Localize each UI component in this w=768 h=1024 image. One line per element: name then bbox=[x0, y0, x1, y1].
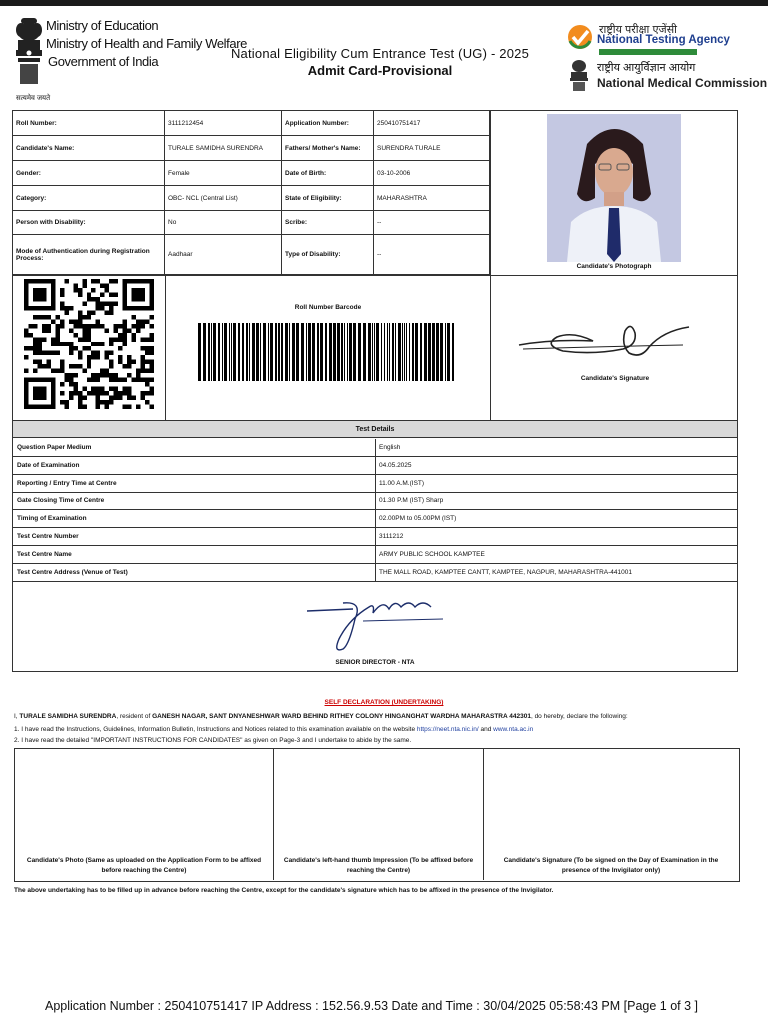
column-divider bbox=[375, 439, 376, 457]
ministry-line-1: Ministry of Education bbox=[46, 18, 159, 33]
photo-affix-box bbox=[15, 749, 274, 880]
field-label: Category: bbox=[13, 186, 165, 211]
admit-card-box bbox=[12, 110, 738, 672]
field-value: OBC- NCL (Central List) bbox=[165, 186, 282, 211]
field-value: No bbox=[165, 211, 282, 235]
test-detail-label: Test Centre Number bbox=[17, 533, 79, 540]
neet-website-link[interactable]: https://neet.nta.nic.in/ bbox=[416, 726, 479, 733]
field-label: Person with Disability: bbox=[13, 211, 165, 235]
field-label: Gender: bbox=[13, 161, 165, 186]
test-detail-value: 11.00 A.M.(IST) bbox=[379, 479, 425, 487]
photo-caption: Candidate's Photograph bbox=[576, 263, 652, 270]
declaration-text: I, bbox=[14, 713, 20, 720]
document-title: Admit Card-Provisional bbox=[307, 63, 453, 78]
test-detail-value: THE MALL ROAD, KAMPTEE CANTT, KAMPTEE, NAGPUR, MAHARASHTRA-441001 bbox=[379, 568, 632, 576]
test-detail-row bbox=[13, 510, 737, 528]
field-label: Date of Birth: bbox=[282, 161, 374, 186]
nmc-name-hindi: राष्ट्रीय आयुर्विज्ञान आयोग bbox=[597, 62, 696, 74]
declaration-statement bbox=[14, 713, 628, 720]
test-detail-row bbox=[13, 457, 737, 475]
declaration-text: , do hereby, declare the following: bbox=[530, 713, 628, 720]
column-divider bbox=[375, 528, 376, 546]
field-label: Mode of Authentication during Registration Process: bbox=[13, 235, 165, 275]
signature-box-caption: Candidate's Signature (To be signed on the Day of Examination in the presence of the Invigilator only) bbox=[503, 857, 719, 874]
test-detail-value: 04.05.2025 bbox=[379, 461, 412, 469]
roll-number-barcode bbox=[198, 323, 456, 381]
undertaking-note: The above undertaking has to be filled up in advance before reaching the Centre, except for the candidate's signature which has to be affixed in the presence of the Invigilator. bbox=[14, 887, 554, 894]
nta-tagline-bar bbox=[599, 49, 697, 55]
exam-title: National Eligibility Cum Entrance Test (UG) - 2025 bbox=[230, 46, 530, 61]
table-rule bbox=[13, 275, 737, 276]
declaration-point-2: 2. I have read the detailed "IMPORTANT INSTRUCTIONS FOR CANDIDATES" as given on Page-3 and I undertake to abide by the same. bbox=[14, 737, 412, 744]
test-details-heading: Test Details bbox=[13, 421, 737, 438]
top-border bbox=[0, 0, 768, 6]
nmc-name-english: National Medical Commission bbox=[597, 76, 768, 90]
test-detail-value: English bbox=[379, 444, 401, 451]
nta-website-link[interactable]: www.nta.ac.in bbox=[493, 726, 534, 733]
field-value: 3111212454 bbox=[165, 111, 282, 136]
test-detail-row bbox=[13, 439, 737, 457]
test-detail-row bbox=[13, 475, 737, 493]
nta-name-english: National Testing Agency bbox=[597, 34, 730, 46]
test-detail-row bbox=[13, 546, 737, 564]
column-divider bbox=[375, 510, 376, 528]
declarant-name: TURALE SAMIDHA SURENDRA bbox=[19, 713, 117, 720]
test-detail-value: 3111212 bbox=[379, 533, 404, 540]
declarant-address: GANESH NAGAR, SANT DNYANESHWAR WARD BEHIND RITHEY COLONY HINGANGHAT WARDHA MAHARASTRA 442301 bbox=[152, 713, 531, 720]
page-footer: Application Number : 250410751417 IP Address : 152.56.9.53 Date and Time : 30/04/2025 05:58:43 PM [Page 1 of 3 ] bbox=[45, 999, 699, 1013]
field-value: 250410751417 bbox=[374, 111, 490, 136]
test-detail-row bbox=[13, 492, 737, 510]
document-title-block bbox=[220, 46, 540, 78]
field-label: Candidate's Name: bbox=[13, 136, 165, 161]
nta-logo-icon bbox=[567, 24, 593, 50]
field-label: Application Number: bbox=[282, 111, 374, 136]
test-detail-value: 02.00PM to 05.00PM (IST) bbox=[379, 515, 457, 523]
column-divider bbox=[375, 546, 376, 564]
national-emblem-icon bbox=[12, 14, 46, 92]
column-divider bbox=[375, 492, 376, 510]
declaration-point-1 bbox=[14, 726, 533, 733]
thumb-impression-caption: Candidate's left-hand thumb Impression (To be affixed before reaching the Centre) bbox=[283, 857, 474, 874]
field-value: -- bbox=[374, 235, 490, 275]
field-label: Type of Disability: bbox=[282, 235, 374, 275]
field-value: 03-10-2006 bbox=[374, 161, 490, 186]
declaration-text: and bbox=[478, 726, 494, 733]
field-value: SURENDRA TURALE bbox=[374, 136, 490, 161]
test-detail-label: Test Centre Name bbox=[17, 550, 72, 558]
agency-block bbox=[565, 20, 768, 100]
test-detail-label: Date of Examination bbox=[17, 461, 80, 469]
test-detail-label: Question Paper Medium bbox=[17, 444, 92, 451]
field-value: -- bbox=[374, 211, 490, 235]
test-detail-label: Test Centre Address (Venue of Test) bbox=[17, 568, 128, 576]
field-value: Female bbox=[165, 161, 282, 186]
ministry-line-3: Government of India bbox=[48, 54, 159, 69]
barcode-title: Roll Number Barcode bbox=[294, 304, 362, 311]
signature-box bbox=[484, 749, 738, 880]
test-detail-row bbox=[13, 564, 737, 582]
candidate-signature bbox=[513, 311, 693, 366]
motto: सत्यमेव जयते bbox=[16, 95, 51, 102]
test-detail-label: Gate Closing Time of Centre bbox=[17, 497, 105, 505]
test-detail-label: Timing of Examination bbox=[17, 515, 87, 523]
test-detail-value: 01.30 P.M (IST) Sharp bbox=[379, 497, 444, 505]
undertaking-boxes bbox=[14, 748, 740, 882]
candidate-photo bbox=[547, 114, 681, 262]
thumb-impression-box bbox=[274, 749, 484, 880]
test-detail-label: Reporting / Entry Time at Centre bbox=[17, 479, 117, 487]
ministry-block bbox=[12, 14, 247, 104]
field-label: Scribe: bbox=[282, 211, 374, 235]
field-label: Fathers/ Mother's Name: bbox=[282, 136, 374, 161]
photo-affix-caption: Candidate's Photo (Same as uploaded on the Application Form to be affixed before reaching the Centre) bbox=[26, 857, 262, 874]
ministry-line-2: Ministry of Health and Family Welfare bbox=[46, 36, 247, 51]
director-caption: SENIOR DIRECTOR - NTA bbox=[335, 659, 415, 666]
declaration-title: SELF DECLARATION (UNDERTAKING) bbox=[324, 699, 444, 706]
field-value: MAHARASHTRA bbox=[374, 186, 490, 211]
column-divider bbox=[375, 564, 376, 582]
field-value: TURALE SAMIDHA SURENDRA bbox=[165, 136, 282, 161]
nta-name-hindi: राष्ट्रीय परीक्षा एजेंसी bbox=[599, 24, 677, 36]
qr-code bbox=[19, 279, 159, 409]
signature-caption: Candidate's Signature bbox=[580, 375, 650, 382]
nmc-emblem-icon bbox=[567, 58, 591, 92]
declaration-text: 1. I have read the Instructions, Guidelines, Information Bulletin, Instructions and Notices related to this examination available on the website bbox=[14, 726, 417, 733]
director-signature bbox=[303, 589, 453, 659]
declaration-text: , resident of bbox=[116, 713, 153, 720]
column-divider bbox=[375, 475, 376, 493]
column-divider bbox=[375, 457, 376, 475]
field-label: Roll Number: bbox=[13, 111, 165, 136]
test-detail-value: ARMY PUBLIC SCHOOL KAMPTEE bbox=[379, 550, 485, 558]
table-rule bbox=[165, 275, 166, 421]
field-value: Aadhaar bbox=[165, 235, 282, 275]
field-label: State of Eligibility: bbox=[282, 186, 374, 211]
test-detail-row bbox=[13, 528, 737, 546]
